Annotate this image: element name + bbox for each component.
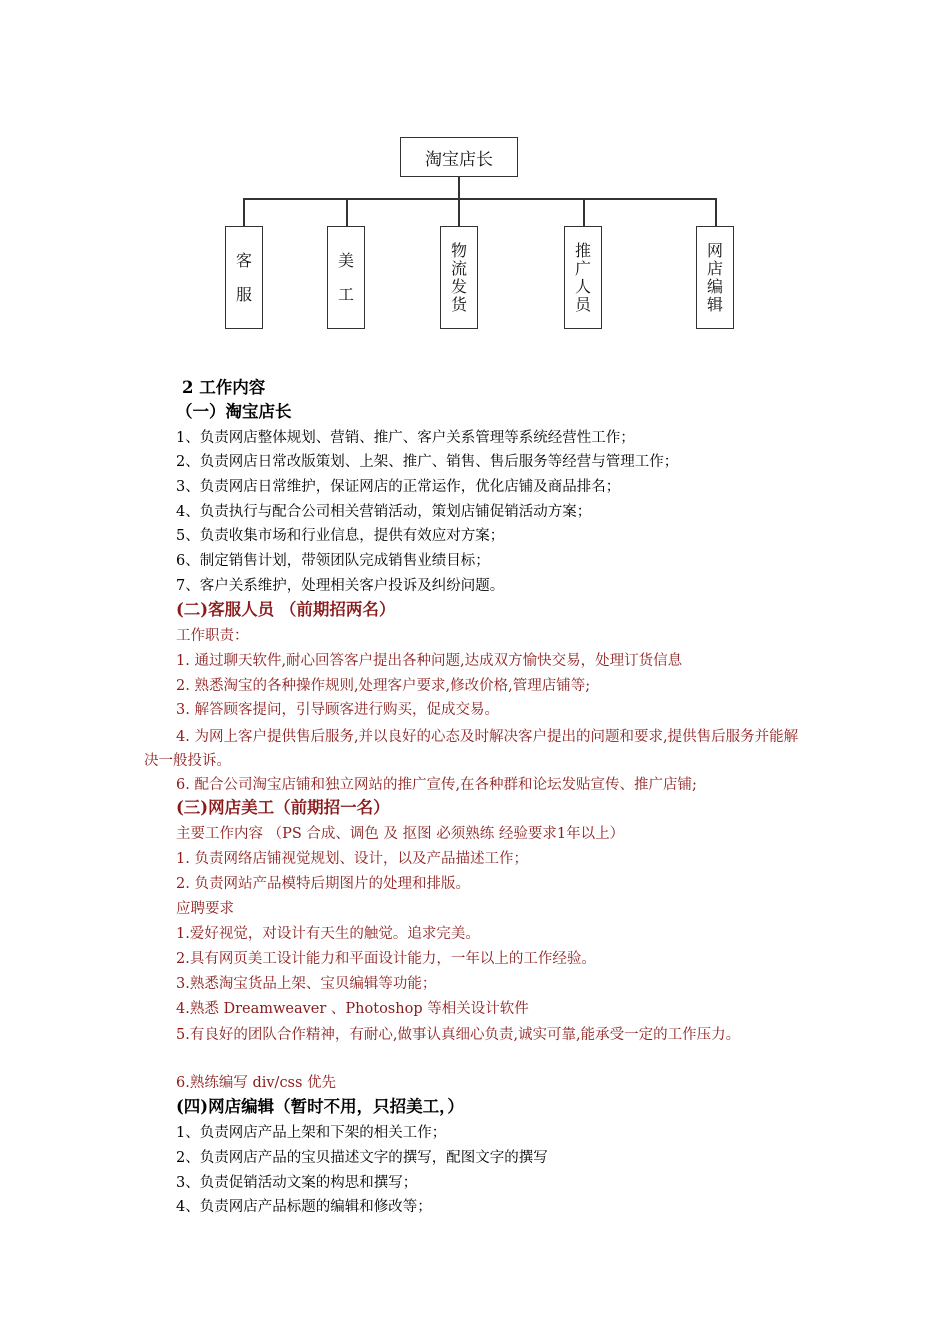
text-line: 3、负责网店日常维护，保证网店的正常运作，优化店铺及商品排名；	[176, 479, 621, 495]
org-leaf-char: 服	[235, 284, 252, 304]
text-line: 1. 负责网络店铺视觉规划、设计，以及产品描述工作；	[176, 851, 528, 867]
text-paragraph: 5.有良好的团队合作精神，有耐心,做事认真细心负责,诚实可靠,能承受一定的工作压力。	[176, 1027, 741, 1043]
org-leaf-char: 工	[337, 284, 354, 304]
text-line: 4.熟悉 Dreamweaver 、Photoshop 等相关设计软件	[176, 1001, 529, 1017]
org-leaf-char: 物	[450, 240, 467, 260]
org-leaf-char: 店	[706, 258, 723, 278]
text-line: 6.熟练编写 div/css 优先	[176, 1075, 337, 1091]
org-leaf-char: 人	[574, 276, 591, 296]
org-leaf-char: 货	[450, 294, 467, 314]
org-connector	[715, 198, 717, 226]
section-heading: （一）淘宝店长	[176, 402, 292, 421]
org-leaf-char: 发	[450, 276, 467, 296]
section-heading: (二)客服人员 （前期招两名）	[176, 600, 396, 619]
section-heading: 2 工作内容	[182, 378, 266, 397]
org-leaf-char: 推	[574, 240, 591, 260]
org-leaf-char: 员	[574, 294, 591, 314]
section-heading: (四)网店编辑（暂时不用，只招美工，）	[176, 1097, 464, 1116]
text-line: 1、负责网店整体规划、营销、推广、客户关系管理等系统经营性工作；	[176, 430, 635, 446]
text-line: 3. 解答顾客提问，引导顾客进行购买，促成交易。	[176, 702, 499, 718]
text-line: 5、负责收集市场和行业信息，提供有效应对方案；	[176, 528, 505, 544]
org-leaf-box	[696, 226, 734, 329]
text-paragraph: 4. 为网上客户提供售后服务,并以良好的心态及时解决客户提出的问题和要求,提供售后服务并能解决一般投诉。	[144, 729, 799, 769]
section-heading: (三)网店美工（前期招一名）	[176, 798, 390, 817]
text-line: 3、负责促销活动文案的构思和撰写；	[176, 1175, 418, 1191]
org-leaf-box	[564, 226, 602, 329]
org-leaf-box	[327, 226, 365, 329]
text-line: 应聘要求	[176, 901, 234, 917]
org-leaf-box	[225, 226, 263, 329]
org-leaf-char: 流	[450, 258, 467, 278]
text-line: 1、负责网店产品上架和下架的相关工作；	[176, 1125, 447, 1141]
org-root-box	[400, 137, 518, 177]
org-connector	[583, 198, 585, 226]
text-line: 2. 负责网站产品模特后期图片的处理和排版。	[176, 876, 470, 892]
org-leaf-box	[440, 226, 478, 329]
text-line: 6. 配合公司淘宝店铺和独立网站的推广宣传,在各种群和论坛发贴宣传、推广店铺;	[176, 777, 697, 793]
org-leaf-char: 网	[706, 240, 723, 260]
text-line: 1.爱好视觉，对设计有天生的触觉。追求完美。	[176, 926, 480, 942]
org-leaf-char: 辑	[706, 294, 723, 314]
org-connector	[243, 198, 245, 226]
text-line: 2.具有网页美工设计能力和平面设计能力，一年以上的工作经验。	[176, 951, 596, 967]
text-line: 工作职责：	[176, 628, 249, 644]
text-line: 2、负责网店日常改版策划、上架、推广、销售、售后服务等经营与管理工作；	[176, 454, 679, 470]
text-line: 3.熟悉淘宝货品上架、宝贝编辑等功能；	[176, 976, 437, 992]
org-root-label: 淘宝店长	[425, 149, 493, 170]
text-line: 2. 熟悉淘宝的各种操作规则,处理客户要求,修改价格,管理店铺等;	[176, 678, 591, 694]
text-line: 4、负责执行与配合公司相关营销活动，策划店铺促销活动方案；	[176, 504, 592, 520]
org-leaf-char: 编	[706, 276, 723, 296]
org-connector	[346, 198, 348, 226]
org-connector	[458, 177, 460, 199]
text-line: 2、负责网店产品的宝贝描述文字的撰写，配图文字的撰写	[176, 1150, 548, 1166]
text-line: 1. 通过聊天软件,耐心回答客户提出各种问题,达成双方愉快交易，处理订货信息	[176, 653, 683, 669]
text-line: 4、负责网店产品标题的编辑和修改等；	[176, 1199, 432, 1215]
text-line: 主要工作内容 （PS 合成、调色 及 抠图 必须熟练 经验要求1年以上）	[176, 826, 625, 842]
org-leaf-char: 广	[574, 258, 591, 278]
text-line: 7、客户关系维护，处理相关客户投诉及纠纷问题。	[176, 578, 505, 594]
org-leaf-char: 美	[337, 250, 354, 270]
org-leaf-char: 客	[235, 250, 252, 270]
org-connector	[458, 198, 460, 226]
text-line: 6、制定销售计划，带领团队完成销售业绩目标；	[176, 553, 490, 569]
org-connector	[243, 198, 716, 200]
